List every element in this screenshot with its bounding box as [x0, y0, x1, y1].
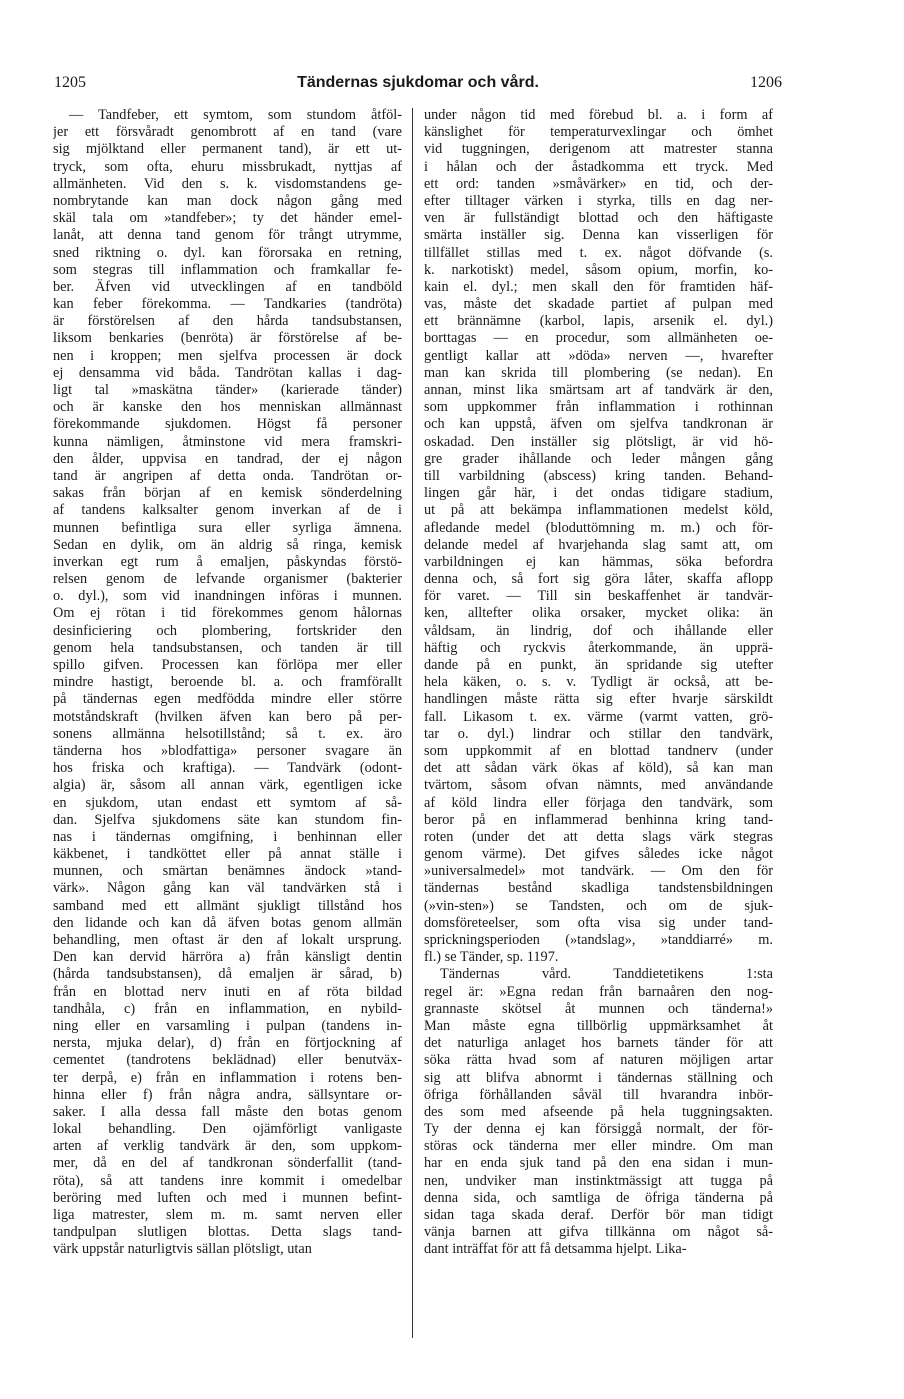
text-line: des som med afseende på hela tuggningsakten.: [424, 1103, 773, 1120]
text-line: i hålan och der åstadkomma ett tryck. Med: [424, 158, 773, 175]
text-line: värk». Någon gång kan väl tandvärken stå i: [53, 880, 402, 897]
text-line: sig mjölktand eller permanent tand), är ett ut-: [53, 141, 402, 158]
text-line: nen, undviker man instinktmässigt att tugga på: [424, 1172, 773, 1189]
text-line: Sedan en dylik, om än aldrig så ringa, kemisk: [53, 536, 402, 553]
text-line: k. narkotiskt) medel, såsom opium, morfin, ko-: [424, 261, 773, 278]
text-line: och kan uppstå, äfven om sjelfva tandkronan är: [424, 416, 773, 433]
text-line: ligt tal »maskätna tänder» (karierade tänder): [53, 382, 402, 398]
text-line: jer ett försvåradt genombrott af en tand (vare: [53, 124, 402, 141]
text-line: värk uppstår naturligtvis sällan plötsligt, utan: [53, 1241, 312, 1258]
text-line: inverkan egt rum å emaljen, påskyndas förstö-: [53, 553, 402, 570]
text-line: roten (under det att detta slags värk stegras: [424, 828, 773, 845]
text-line: vid tuggningen, derigenom att matrester stanna: [424, 141, 773, 158]
text-line: domsföreteelser, som ofta visa sig under tand-: [424, 914, 773, 931]
text-line: o. dyl.), som vid inandningen införas i munnen.: [53, 588, 402, 605]
text-line: man kan skrida till plombering (se nedan). En: [424, 364, 773, 381]
text-line: som uppkommer från inflammation i rothinnan: [424, 399, 773, 416]
text-line: borttagas — en procedur, som allmänheten oe-: [424, 330, 773, 347]
text-line: tändernas bestånd skadliga tandstensbildningen: [424, 880, 773, 897]
text-line: till varbildning (abscess) kring tanden. Behand-: [424, 467, 773, 484]
text-line: under någon tid med förebud bl. a. i form af: [424, 107, 773, 123]
text-line: som uppkommit af en blottad tandnerv (under: [424, 742, 773, 759]
text-line: Den kan dervid härröra a) från känsligt dentin: [53, 949, 402, 966]
text-line: hinna eller f) från några andra, sällsyntare or-: [53, 1086, 402, 1103]
text-line: munnen befintliga sura eller syrliga ämnena.: [53, 519, 402, 536]
text-line: fl.) se Tänder, sp. 1197.: [424, 949, 559, 966]
text-line: är förstörelsen af den hårda tandsubstansen,: [53, 313, 402, 330]
text-line: sonens allmänna helsotillstånd; så t. ex. äro: [53, 725, 402, 742]
text-line: kunna nämligen, åtminstone vid mera framskri-: [53, 433, 402, 450]
text-line: skäl tala om »tandfeber»; ty det händer emel-: [53, 210, 402, 227]
text-line: ej densamma vid båda. Tandrötan kallas i dag-: [53, 364, 402, 381]
text-line: tandpulpan slutligen blottas. Detta slags tand-: [53, 1224, 402, 1241]
text-line: mindre hastigt, beroende bl. a. och framförallt: [53, 674, 402, 691]
text-line: genom hela tandsubstansen, och tanden är till: [53, 639, 402, 656]
text-line: grannaste skötsel åt munnen och tänderna!»: [424, 1000, 773, 1017]
text-line: »universalmedel» mot tandvärk. — Om den för: [424, 863, 773, 880]
text-line: söka rätta hvad som af naturen möjligen artar: [424, 1052, 773, 1069]
text-line: desinficiering och plombering, fortskrider den: [53, 622, 402, 639]
text-line: ut på att bekämpa inflammationen medelst köld,: [424, 502, 773, 519]
text-line: oskadad. Den inställer sig plötsligt, är vid hö-: [424, 433, 773, 450]
text-line: regel är: »Egna redan från barnaåren den nog-: [424, 983, 773, 1000]
text-line: från en blottad nerv inuti en af röta bildad: [53, 983, 402, 1000]
text-line: denna och, så fort sig göra låter, skaffa aflopp: [424, 571, 773, 588]
text-line: algia) är, såsom all annan värk, egentligen icke: [53, 777, 402, 794]
text-line: sprickningsperioden (»tandslag», »tanddiarré» m.: [424, 932, 773, 948]
text-line: störas ock tänderna mer eller mindre. Om man: [424, 1138, 773, 1155]
text-line: sakas från början af en kemisk sönderdelning: [53, 485, 402, 502]
text-line: det att sådan värk ökas af köld), så kan man: [424, 760, 773, 777]
text-line: har en enda sjuk tand på den ena sidan i mun-: [424, 1155, 773, 1172]
text-line: ken, alltefter olika orsaker, mycket olika: än: [424, 605, 773, 622]
text-line: saker. I alla dessa fall måste den botas genom: [53, 1103, 402, 1120]
text-line: hos friska och kraftiga). — Tandvärk (odont-: [53, 760, 402, 777]
text-line: nen i kroppen; men sjelfva processen är dock: [53, 347, 402, 364]
running-title: Tändernas sjukdomar och vård.: [297, 74, 539, 91]
text-line: ett ord: tanden »småvärker» en tid, och der-: [424, 175, 773, 192]
text-line: förekommande sjukdomen. Högst få personer: [53, 416, 402, 433]
text-line: smärta inställer sig. Denna kan visserligen för: [424, 227, 773, 244]
text-line: munnen, och smärtan benämnes ändock »tand-: [53, 863, 402, 880]
text-line: tänderna hos »blodfattiga» personer svagare än: [53, 742, 402, 759]
text-line: som stegras till inflammation och framkallar fe-: [53, 261, 402, 278]
text-line: tar o. dyl.) lindrar och stillar den tandvärk,: [424, 725, 773, 742]
text-line: gentligt kallar att »döda» nerven —, hvarefter: [424, 347, 773, 364]
text-line: beror på en inflammerad benhinna kring tand-: [424, 811, 773, 828]
text-line: för varet. — Till sin beskaffenhet är tandvär-: [424, 588, 773, 605]
text-line: Ty der denna ej kan försiggå normalt, der för-: [424, 1121, 773, 1138]
text-line: ett brännämne (karbol, lapis, arsenik el. dyl.): [424, 313, 773, 330]
text-line: relsen genom de lefvande organismer (bakterier: [53, 571, 402, 588]
text-line: lanåt, att denna tand genom för trångt utrymme,: [53, 227, 402, 244]
text-line: sig att blifva abnormt i tändernas ställning och: [424, 1069, 773, 1086]
text-line: sned riktning o. dyl. kan förorsaka en retning,: [53, 244, 402, 261]
text-line: nombrytande kan man dock någon gång med: [53, 192, 402, 209]
text-line: motståndskraft (hvilken äfven kan bero på per-: [53, 708, 402, 725]
text-line: mer, då en del af tandkronan sönderfallit (tand-: [53, 1155, 402, 1172]
text-line: ber. Äfven vid utvecklingen af en tandböld: [53, 278, 402, 295]
text-line: beröring med luften och med i munnen befint-: [53, 1189, 402, 1206]
text-line: dant inträffat för att få detsamma hjelpt. Lika-: [424, 1241, 687, 1258]
text-line: nersta, mjuka delar), d) från en förtjockning af: [53, 1035, 402, 1052]
text-line: annan, minst lika smärtsam art af tandvärk är den,: [424, 382, 773, 398]
text-line: afledande medel (bloduttömning m. m.) och för-: [424, 519, 773, 536]
text-line: en sjukdom, utan endast ett symtom af så-: [53, 794, 402, 811]
text-line: sidan taga skada deraf. Derför bör man tidigt: [424, 1207, 773, 1223]
text-line: tillfället stillas med t. ex. något döfvande (s.: [424, 244, 773, 261]
right-column: [424, 107, 773, 1347]
text-line: vänja barnen att gifva tillkänna om något så-: [424, 1224, 773, 1241]
running-header: [54, 74, 782, 98]
text-line: den lidande och kan då äfven botas genom allmän: [53, 914, 402, 931]
text-line: Tändernas vård. Tanddietetikens 1:sta: [440, 966, 773, 983]
text-line: lokal behandling. Den ojämförligt vanligaste: [53, 1121, 402, 1138]
text-line: handlingen måste rätta sig efter hvarje särskildt: [424, 691, 773, 708]
text-line: dande på en punkt, än spridande sig utefter: [424, 657, 773, 673]
text-line: Om ej rötan i tid förekommes genom hålornas: [53, 605, 402, 622]
text-line: (»vin-sten») se Tandsten, och om de sjuk-: [424, 897, 773, 914]
text-line: ning eller en varsamling i pulpan (tandens in-: [53, 1017, 402, 1034]
text-line: fall. Likasom t. ex. värme (varmt vatten, grö-: [424, 708, 773, 725]
text-line: kan feber förekomma. — Tandkaries (tandröta): [53, 296, 402, 313]
text-line: dan. Sjelfva sjukdomens säte kan stundom fin-: [53, 811, 402, 828]
text-line: spillo gifven. Processen kan förlöpa mer eller: [53, 657, 402, 673]
text-line: den ålder, uppvisa en tandrad, der ej någon: [53, 450, 402, 467]
text-line: vas, måste det skadade partiet af pulpan med: [424, 296, 773, 313]
text-line: öfriga förhållanden såväl till hvarandra inbör-: [424, 1086, 773, 1103]
text-line: tryck, som ofta, ehuru missbrukadt, nyttjas af: [53, 158, 402, 175]
text-line: tandhåla, c) från en inflammation, en nybild-: [53, 1000, 402, 1017]
text-line: gre grader ihållande och leder mången gång: [424, 450, 773, 467]
text-line: våldsam, än lindrig, dof och ihållande eller: [424, 622, 773, 639]
text-line: efter tilltager värken i styrka, tills en dag ner-: [424, 192, 773, 209]
text-line: känslighet för temperaturvexlingar och ömhet: [424, 124, 773, 141]
text-line: liksom benkaries (benröta) är förstörelse af be-: [53, 330, 402, 347]
text-line: cementet (tandrotens beklädnad) eller benutväx-: [53, 1052, 402, 1069]
text-line: käkbenet, i tandköttet eller på annat ställe i: [53, 846, 402, 863]
column-divider: [412, 108, 413, 1338]
text-line: samband med ett allmänt sjukligt tillstånd hos: [53, 897, 402, 914]
text-line: af köld lindra eller förjaga den tandvärk, som: [424, 794, 773, 811]
text-line: liga matrester, slem m. m. samt nerven eller: [53, 1207, 402, 1223]
text-line: röta), så att tandens inre kommit i omedelbar: [53, 1172, 402, 1189]
page-number-left: 1205: [54, 74, 86, 91]
text-line: delande medel af hvarjehanda slag samt att, om: [424, 536, 773, 553]
text-line: (hårda tandsubstansen), då emaljen är sårad, b): [53, 966, 402, 983]
text-line: nas i tändernas omgifning, i benhinnan eller: [53, 828, 402, 845]
text-line: på tändernas egen medfödda mindre eller större: [53, 691, 402, 708]
text-line: ven är fullständigt blottad och den häftigaste: [424, 210, 773, 227]
text-line: allmänheten. Vid den s. k. visdomstandens ge-: [53, 175, 402, 192]
left-column: [53, 107, 402, 1347]
text-line: hela käken, o. s. v. Tydligt är också, att be-: [424, 674, 773, 691]
page-number-right: 1206: [750, 74, 782, 91]
text-line: häftig och ryckvis återkommande, än upprä-: [424, 639, 773, 656]
text-line: tvärtom, såsom ofvan nämnts, med användande: [424, 777, 773, 794]
text-line: genom värme). Det gifves således icke något: [424, 846, 773, 863]
text-line: arten af verklig tandvärk är den, som uppkom-: [53, 1138, 402, 1155]
text-line: Man måste egna tillbörlig uppmärksamhet åt: [424, 1017, 773, 1034]
text-line: varbildningen ej kan hämmas, söka befordra: [424, 553, 773, 570]
text-line: och är kanske den hos menniskan allmännast: [53, 399, 402, 416]
text-line: tand är angripen af detta onda. Tandrötan or-: [53, 467, 402, 484]
text-line: det naturliga anlaget hos barnets tänder för att: [424, 1035, 773, 1052]
text-line: — Tandfeber, ett symtom, som stundom åtföl-: [69, 107, 402, 123]
text-line: af tandens kalksalter genom inverkan af de i: [53, 502, 402, 519]
text-line: lingen går här, i det ondas tidigare stadium,: [424, 485, 773, 502]
text-line: denna sida, och samtliga de öfriga tänderna på: [424, 1189, 773, 1206]
text-line: ter derpå, e) från en inflammation i rotens ben-: [53, 1069, 402, 1086]
text-line: behandling, men oftast är den af lokalt ursprung.: [53, 932, 402, 948]
text-line: kain el. dyl.; men skall den för framtiden häf-: [424, 278, 773, 295]
